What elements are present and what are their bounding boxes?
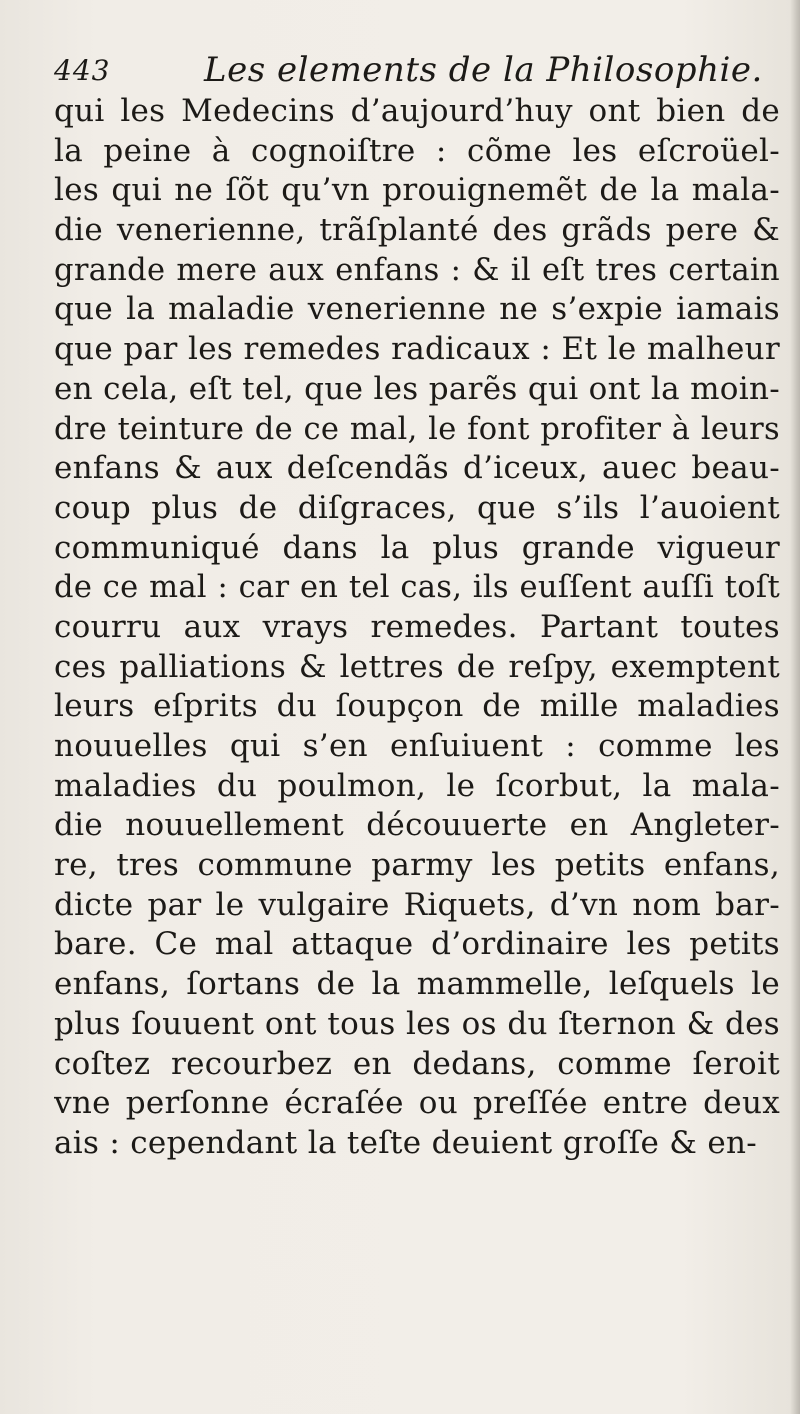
text-line: dre teinture de ce mal, le font profiter à leurs — [54, 411, 780, 447]
text-line: en cela, eſt tel, que les parẽs qui ont la moin- — [54, 370, 780, 407]
text-line: plus ſouuent ont tous les os du ſternon & des — [54, 1005, 780, 1042]
text-line: qui les Medecins d’aujourd’huy ont bien de — [54, 93, 780, 129]
text-line: leurs eſprits du ſoupçon de mille maladies — [54, 688, 780, 725]
text-line: les qui ne ſõt qu’vn prouignemẽt de la mala- — [54, 172, 780, 209]
text-line: ais : cependant la teſte deuient groſſe & en- — [54, 1124, 758, 1161]
text-line: de ce mal : car en tel cas, ils euſſent auſſi toſt — [54, 570, 780, 606]
body-text — [54, 92, 780, 1164]
text-line: vne perſonne écraſée ou preſſée entre deux — [54, 1085, 780, 1122]
text-line: dicte par le vulgaire Riquets, d’vn nom bar- — [54, 886, 780, 923]
text-line: enfans & aux deſcendãs d’iceux, auec beau- — [54, 450, 780, 487]
text-line: que par les remedes radicaux : Et le malheur — [54, 331, 780, 368]
text-line: re, tres commune parmy les petits enfans, — [54, 847, 780, 884]
text-line: nouuelles qui s’en enſuiuent : comme les — [54, 728, 780, 764]
page-edge-shadow — [790, 0, 800, 1414]
text-line: ces palliations & lettres de reſpy, exemptent — [54, 648, 780, 685]
text-line: die venerienne, trãſplanté des grãds pere & — [54, 212, 780, 249]
text-line: la peine à cognoiſtre : cõme les eſcroüel- — [54, 132, 780, 169]
text-line: que la maladie venerienne ne s’expie iamais — [54, 291, 780, 328]
text-line: coſtez recourbez en dedans, comme ſeroit — [54, 1045, 780, 1082]
page-header — [54, 50, 774, 94]
running-title: Les elements de la Philosophie. — [204, 50, 763, 90]
text-line: coup plus de diſgraces, que s’ils l’auoient — [54, 489, 780, 526]
text-line: courru aux vrays remedes. Partant toutes — [54, 608, 780, 645]
text-line: die nouuellement découuerte en Angleter- — [54, 807, 780, 844]
text-line: communiqué dans la plus grande vigueur — [54, 529, 780, 566]
text-line: grande mere aux enfans : & il eſt tres certain — [54, 252, 780, 288]
text-line: bare. Ce mal attaque d’ordinaire les petits — [54, 926, 780, 963]
text-line: enfans, ſortans de la mammelle, leſquels le — [54, 966, 780, 1003]
text-line: maladies du poulmon, le ſcorbut, la mala- — [54, 767, 780, 804]
page-number: 443 — [54, 54, 111, 87]
